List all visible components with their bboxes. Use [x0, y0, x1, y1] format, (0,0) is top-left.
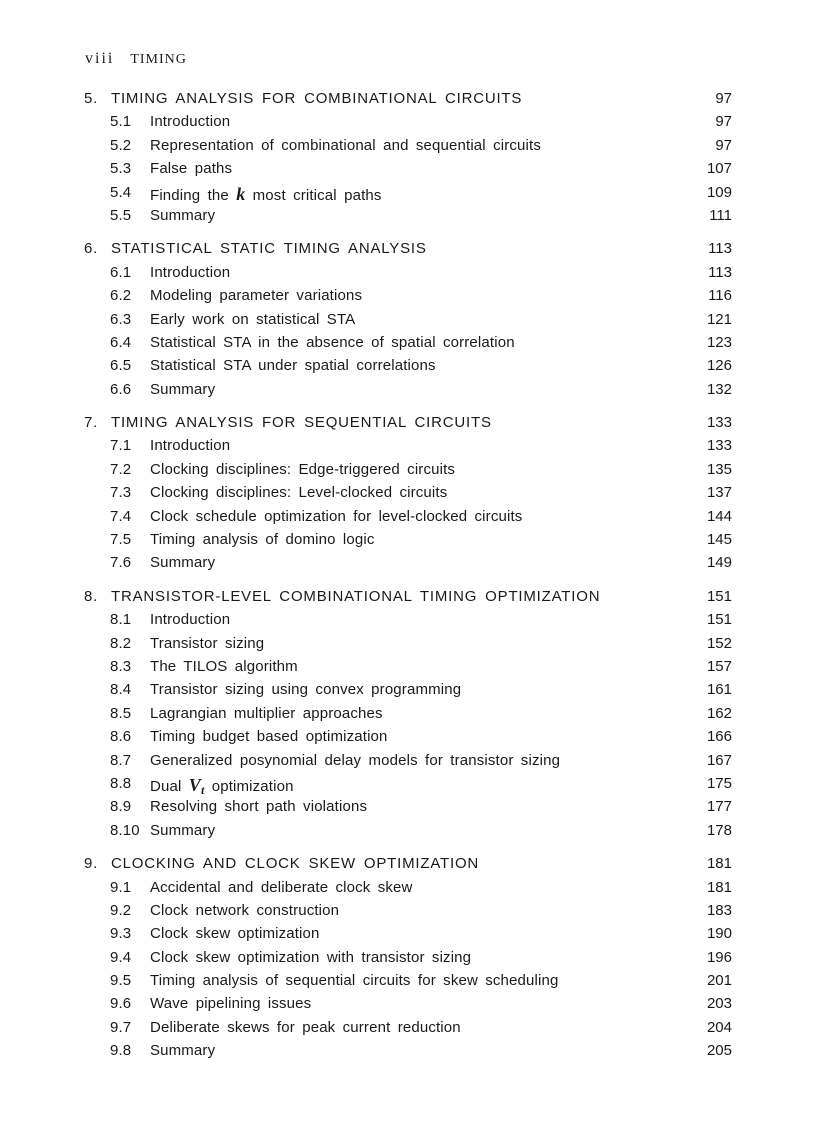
section-page: 133	[706, 437, 732, 455]
chapter-page: 151	[706, 587, 732, 605]
section-title: Accidental and deliberate clock skew	[150, 878, 413, 896]
section-number: 6.4	[110, 333, 132, 351]
section-page: 145	[706, 531, 732, 549]
section-page: 181	[706, 878, 732, 896]
section-entry[interactable]	[0, 435, 816, 458]
section-entry[interactable]	[0, 726, 816, 749]
section-title-text: most critical paths	[245, 186, 382, 204]
section-entry[interactable]	[0, 970, 816, 993]
section-number: 7.5	[110, 531, 132, 549]
section-entry[interactable]	[0, 459, 816, 482]
section-title: Clock schedule optimization for level-clocked circuits	[150, 507, 523, 525]
section-page: 178	[706, 821, 732, 839]
chapter-number: 6.	[84, 240, 99, 258]
section-entry[interactable]	[0, 135, 816, 158]
section-title-text: Dual	[150, 777, 189, 795]
section-page: 109	[706, 183, 732, 201]
section-title: Clock skew optimization	[150, 925, 320, 943]
section-number: 9.4	[110, 948, 132, 966]
section-title	[150, 775, 294, 798]
section-title-text: Finding the	[150, 186, 237, 204]
section-entry[interactable]	[0, 332, 816, 355]
section-entry[interactable]	[0, 529, 816, 552]
section-entry[interactable]	[0, 703, 816, 726]
section-number: 7.4	[110, 507, 132, 525]
section-title: Clocking disciplines: Edge-triggered circuits	[150, 460, 456, 478]
chapter-entry[interactable]	[0, 853, 816, 876]
section-number: 5.3	[110, 160, 132, 178]
section-page: 97	[715, 113, 732, 131]
section-page: 113	[708, 263, 732, 281]
section-number: 8.4	[110, 681, 132, 699]
section-number: 5.5	[110, 206, 132, 224]
section-title: Modeling parameter variations	[150, 287, 363, 305]
section-page: 121	[706, 310, 732, 328]
section-entry[interactable]	[0, 947, 816, 970]
chapter-page: 133	[706, 414, 732, 432]
section-title: Statistical STA in the absence of spatial correlation	[150, 333, 515, 351]
section-entry[interactable]	[0, 182, 816, 205]
section-number: 9.3	[110, 925, 132, 943]
section-number: 8.1	[110, 611, 132, 629]
section-page: 183	[706, 901, 732, 919]
section-number: 5.1	[110, 113, 132, 131]
section-page: 126	[706, 357, 732, 375]
chapter-title: TRANSISTOR-LEVEL COMBINATIONAL TIMING OPTIMIZATION	[111, 587, 601, 605]
section-number: 8.5	[110, 704, 132, 722]
section-number: 6.3	[110, 310, 132, 328]
chapter-number: 8.	[84, 587, 99, 605]
section-title: Introduction	[150, 437, 231, 455]
section-number: 7.6	[110, 554, 132, 572]
section-page: 162	[706, 704, 732, 722]
section-page: 149	[706, 554, 732, 572]
toc-chapter	[0, 412, 816, 576]
section-number: 8.2	[110, 634, 132, 652]
section-title: Deliberate skews for peak current reduction	[150, 1018, 461, 1036]
section-title: Transistor sizing	[150, 634, 265, 652]
section-number: 8.8	[110, 774, 132, 792]
section-page: 151	[706, 611, 732, 629]
section-title	[150, 184, 382, 205]
section-page: 205	[706, 1042, 732, 1060]
section-entry[interactable]	[0, 379, 816, 402]
section-title-text: optimization	[204, 777, 294, 795]
section-page: 177	[706, 798, 732, 816]
section-page: 161	[706, 681, 732, 699]
section-title: Statistical STA under spatial correlations	[150, 357, 436, 375]
section-page: 144	[706, 507, 732, 525]
section-title: Clock network construction	[150, 901, 340, 919]
math-symbol: k	[236, 183, 246, 204]
table-of-contents	[0, 88, 816, 1074]
section-page: 157	[706, 657, 732, 675]
section-page: 196	[706, 948, 732, 966]
section-number: 5.4	[110, 183, 132, 201]
section-entry[interactable]	[0, 923, 816, 946]
section-page: 135	[706, 460, 732, 478]
section-page: 190	[706, 925, 732, 943]
section-page: 123	[706, 333, 732, 351]
section-page: 132	[706, 380, 732, 398]
section-entry[interactable]	[0, 796, 816, 819]
section-title: Summary	[150, 380, 216, 398]
section-page: 201	[706, 972, 732, 990]
section-number: 7.3	[110, 484, 132, 502]
chapter-page: 97	[715, 90, 732, 107]
section-title: Transistor sizing using convex programming	[150, 681, 462, 699]
section-number: 5.2	[110, 136, 132, 154]
section-title: Wave pipelining issues	[150, 995, 312, 1013]
section-entry[interactable]	[0, 877, 816, 900]
section-entry[interactable]	[0, 750, 816, 773]
section-number: 8.9	[110, 798, 132, 816]
section-number: 8.7	[110, 751, 132, 769]
running-head	[85, 50, 187, 68]
section-entry[interactable]	[0, 993, 816, 1016]
math-subscript: t	[200, 782, 205, 797]
section-entry[interactable]	[0, 1017, 816, 1040]
section-title: Representation of combinational and sequential circuits	[150, 136, 541, 154]
chapter-entry[interactable]	[0, 412, 816, 435]
section-title: Clock skew optimization with transistor sizing	[150, 948, 472, 966]
chapter-number: 9.	[84, 855, 99, 873]
section-entry[interactable]	[0, 506, 816, 529]
section-number: 9.8	[110, 1042, 132, 1060]
section-title: Timing budget based optimization	[150, 728, 388, 746]
section-number: 9.1	[110, 878, 132, 896]
chapter-entry[interactable]	[0, 586, 816, 609]
section-title: The TILOS algorithm	[150, 657, 298, 675]
section-entry[interactable]	[0, 111, 816, 134]
section-title: Early work on statistical STA	[150, 310, 356, 328]
section-title: Summary	[150, 554, 216, 572]
chapter-title: TIMING ANALYSIS FOR COMBINATIONAL CIRCUITS	[111, 90, 523, 107]
section-page: 175	[706, 774, 732, 792]
section-number: 8.3	[110, 657, 132, 675]
section-title: Summary	[150, 1042, 216, 1060]
section-number: 7.2	[110, 460, 132, 478]
toc-chapter	[0, 586, 816, 843]
section-entry[interactable]	[0, 633, 816, 656]
section-page: 166	[706, 728, 732, 746]
section-entry[interactable]	[0, 309, 816, 332]
chapter-title: CLOCKING AND CLOCK SKEW OPTIMIZATION	[111, 855, 480, 873]
chapter-entry[interactable]	[0, 238, 816, 261]
section-entry[interactable]	[0, 285, 816, 308]
section-entry[interactable]	[0, 262, 816, 285]
section-title: Generalized posynomial delay models for transistor sizing	[150, 751, 561, 769]
book-title: TIMING	[130, 52, 187, 67]
section-title: False paths	[150, 160, 233, 178]
chapter-title: TIMING ANALYSIS FOR SEQUENTIAL CIRCUITS	[111, 414, 492, 432]
chapter-number: 5.	[84, 90, 99, 107]
section-number: 6.1	[110, 263, 132, 281]
section-title: Clocking disciplines: Level-clocked circuits	[150, 484, 448, 502]
section-title: Timing analysis of sequential circuits for skew scheduling	[150, 972, 559, 990]
section-title: Introduction	[150, 611, 231, 629]
section-entry[interactable]	[0, 355, 816, 378]
chapter-number: 7.	[84, 414, 99, 432]
chapter-page: 113	[708, 240, 732, 258]
section-page: 116	[708, 287, 732, 305]
chapter-page: 181	[706, 855, 732, 873]
section-entry[interactable]	[0, 679, 816, 702]
section-page: 167	[706, 751, 732, 769]
section-page: 137	[706, 484, 732, 502]
section-title: Introduction	[150, 263, 231, 281]
section-number: 9.5	[110, 972, 132, 990]
section-entry[interactable]	[0, 552, 816, 575]
section-number: 9.6	[110, 995, 132, 1013]
section-entry[interactable]	[0, 656, 816, 679]
section-entry[interactable]	[0, 773, 816, 796]
page-number: viii	[85, 50, 115, 67]
section-number: 9.2	[110, 901, 132, 919]
section-title: Summary	[150, 206, 216, 224]
section-entry[interactable]	[0, 1040, 816, 1063]
chapter-entry[interactable]	[0, 88, 816, 111]
section-title: Introduction	[150, 113, 231, 131]
section-entry[interactable]	[0, 205, 816, 228]
section-number: 6.6	[110, 380, 132, 398]
section-page: 111	[709, 206, 732, 224]
section-number: 8.6	[110, 728, 132, 746]
section-title: Lagrangian multiplier approaches	[150, 704, 383, 722]
section-number: 8.10	[110, 821, 140, 839]
section-entry[interactable]	[0, 900, 816, 923]
section-entry[interactable]	[0, 820, 816, 843]
section-title: Timing analysis of domino logic	[150, 531, 375, 549]
section-title: Summary	[150, 821, 216, 839]
section-page: 107	[706, 160, 732, 178]
section-page: 97	[715, 136, 732, 154]
section-number: 7.1	[110, 437, 132, 455]
section-page: 152	[706, 634, 732, 652]
section-number: 9.7	[110, 1018, 132, 1036]
toc-chapter	[0, 88, 816, 228]
section-number: 6.5	[110, 357, 132, 375]
section-number: 6.2	[110, 287, 132, 305]
section-title: Resolving short path violations	[150, 798, 368, 816]
section-page: 203	[706, 995, 732, 1013]
section-entry[interactable]	[0, 482, 816, 505]
section-page: 204	[706, 1018, 732, 1036]
section-entry[interactable]	[0, 158, 816, 181]
toc-chapter	[0, 238, 816, 402]
chapter-title: STATISTICAL STATIC TIMING ANALYSIS	[111, 240, 427, 258]
toc-chapter	[0, 853, 816, 1064]
math-symbol: V	[188, 774, 201, 795]
section-entry[interactable]	[0, 609, 816, 632]
